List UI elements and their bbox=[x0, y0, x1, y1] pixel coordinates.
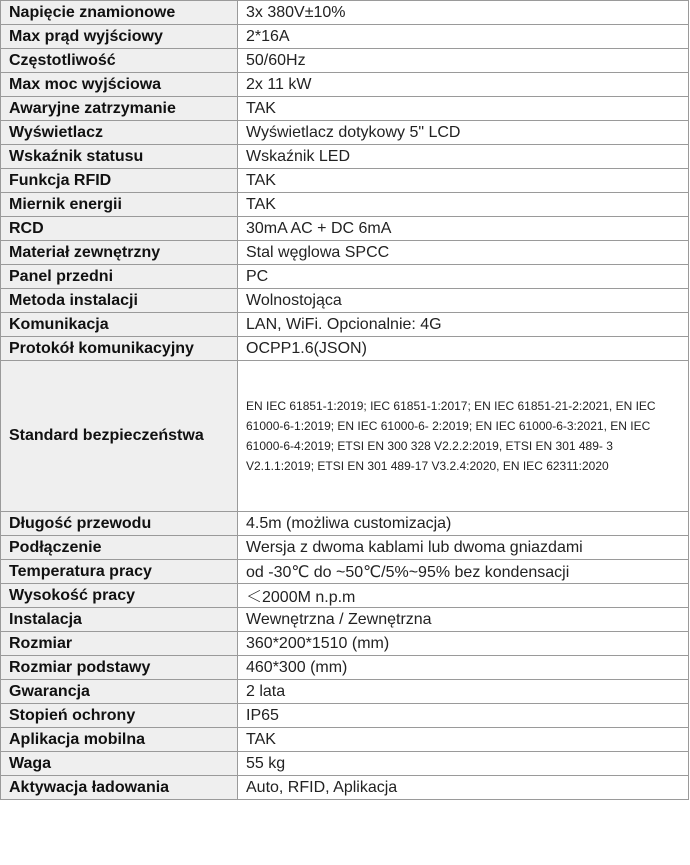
spec-label: Wskaźnik statusu bbox=[1, 145, 238, 169]
spec-label: Aktywacja ładowania bbox=[1, 776, 238, 800]
spec-value: 360*200*1510 (mm) bbox=[238, 632, 689, 656]
spec-label: RCD bbox=[1, 217, 238, 241]
spec-value: TAK bbox=[238, 728, 689, 752]
table-row bbox=[1, 608, 689, 632]
spec-label: Max moc wyjściowa bbox=[1, 73, 238, 97]
spec-value: 2x 11 kW bbox=[238, 73, 689, 97]
table-row-safety-standard bbox=[1, 361, 689, 512]
spec-label: Długość przewodu bbox=[1, 512, 238, 536]
table-row bbox=[1, 728, 689, 752]
table-row bbox=[1, 121, 689, 145]
table-row bbox=[1, 560, 689, 584]
spec-value: Wewnętrzna / Zewnętrzna bbox=[238, 608, 689, 632]
spec-label: Napięcie znamionowe bbox=[1, 1, 238, 25]
table-row bbox=[1, 680, 689, 704]
table-row bbox=[1, 265, 689, 289]
spec-value: TAK bbox=[238, 97, 689, 121]
table-row bbox=[1, 776, 689, 800]
spec-label: Metoda instalacji bbox=[1, 289, 238, 313]
table-row bbox=[1, 217, 689, 241]
spec-label: Wysokość pracy bbox=[1, 584, 238, 608]
spec-value: 3x 380V±10% bbox=[238, 1, 689, 25]
table-row bbox=[1, 584, 689, 608]
spec-value: od -30℃ do ~50℃/5%~95% bez kondensacji bbox=[238, 560, 689, 584]
spec-label: Miernik energii bbox=[1, 193, 238, 217]
table-row bbox=[1, 169, 689, 193]
table-row bbox=[1, 25, 689, 49]
spec-label: Standard bezpieczeństwa bbox=[1, 361, 238, 512]
table-row bbox=[1, 241, 689, 265]
spec-label: Protokół komunikacyjny bbox=[1, 337, 238, 361]
spec-value: TAK bbox=[238, 169, 689, 193]
table-row bbox=[1, 313, 689, 337]
spec-label: Podłączenie bbox=[1, 536, 238, 560]
spec-value: ＜2000M n.p.m bbox=[238, 584, 689, 608]
spec-label: Materiał zewnętrzny bbox=[1, 241, 238, 265]
spec-value-standards: EN IEC 61851-1:2019; IEC 61851-1:2017; EN IEC 61851-21-2:2021, EN IEC 61000-6-1:2019; EN IEC 61000-6- 2:2019; EN IEC 61000-6-3:2021, EN IEC 61000-6-4:2019; ETSI EN 300 328 V2.2.2:2019, ETSI EN 301 489- 3 V2.1.1:2019; ETSI EN 301 489-17 V3.2.4:2020, EN IEC 62311:2020 bbox=[238, 361, 689, 512]
spec-label: Gwarancja bbox=[1, 680, 238, 704]
table-row bbox=[1, 337, 689, 361]
spec-value: Wolnostojąca bbox=[238, 289, 689, 313]
table-row bbox=[1, 536, 689, 560]
spec-value: IP65 bbox=[238, 704, 689, 728]
table-row bbox=[1, 704, 689, 728]
spec-label: Temperatura pracy bbox=[1, 560, 238, 584]
spec-value: Stal węglowa SPCC bbox=[238, 241, 689, 265]
spec-label: Aplikacja mobilna bbox=[1, 728, 238, 752]
spec-value: TAK bbox=[238, 193, 689, 217]
table-row bbox=[1, 289, 689, 313]
spec-label: Rozmiar bbox=[1, 632, 238, 656]
spec-label: Waga bbox=[1, 752, 238, 776]
spec-label: Max prąd wyjściowy bbox=[1, 25, 238, 49]
table-row bbox=[1, 73, 689, 97]
spec-value: OCPP1.6(JSON) bbox=[238, 337, 689, 361]
spec-value: Wyświetlacz dotykowy 5" LCD bbox=[238, 121, 689, 145]
table-row bbox=[1, 1, 689, 25]
table-row bbox=[1, 752, 689, 776]
spec-label: Instalacja bbox=[1, 608, 238, 632]
spec-value: Wskaźnik LED bbox=[238, 145, 689, 169]
spec-value: Auto, RFID, Aplikacja bbox=[238, 776, 689, 800]
spec-value: Wersja z dwoma kablami lub dwoma gniazdami bbox=[238, 536, 689, 560]
spec-label: Awaryjne zatrzymanie bbox=[1, 97, 238, 121]
spec-label: Komunikacja bbox=[1, 313, 238, 337]
table-row bbox=[1, 145, 689, 169]
spec-value: 2 lata bbox=[238, 680, 689, 704]
table-row bbox=[1, 512, 689, 536]
spec-label: Funkcja RFID bbox=[1, 169, 238, 193]
spec-value: 4.5m (możliwa customizacja) bbox=[238, 512, 689, 536]
spec-value: 460*300 (mm) bbox=[238, 656, 689, 680]
spec-label: Stopień ochrony bbox=[1, 704, 238, 728]
spec-label: Rozmiar podstawy bbox=[1, 656, 238, 680]
spec-value: 2*16A bbox=[238, 25, 689, 49]
spec-label: Częstotliwość bbox=[1, 49, 238, 73]
spec-value: 55 kg bbox=[238, 752, 689, 776]
table-row bbox=[1, 632, 689, 656]
spec-label: Wyświetlacz bbox=[1, 121, 238, 145]
spec-value: PC bbox=[238, 265, 689, 289]
table-row bbox=[1, 49, 689, 73]
table-row bbox=[1, 193, 689, 217]
table-row bbox=[1, 656, 689, 680]
spec-value: 50/60Hz bbox=[238, 49, 689, 73]
spec-value: LAN, WiFi. Opcionalnie: 4G bbox=[238, 313, 689, 337]
spec-label: Panel przedni bbox=[1, 265, 238, 289]
spec-value: 30mA AC + DC 6mA bbox=[238, 217, 689, 241]
table-row bbox=[1, 97, 689, 121]
